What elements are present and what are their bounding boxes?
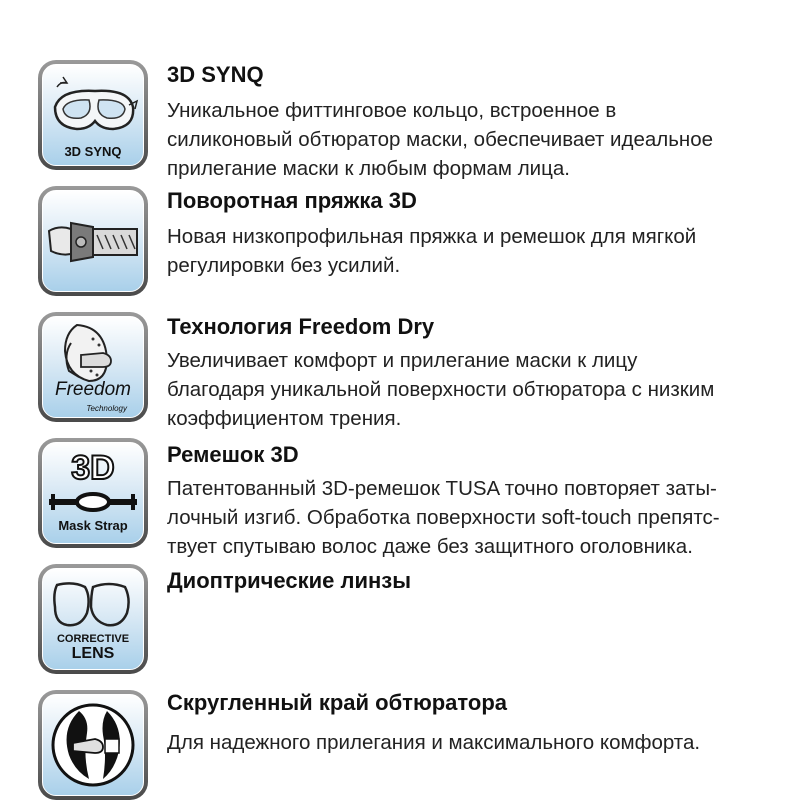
feature-description: Уникальное фиттинговое кольцо, встроенное в силиконовый обтюратор маски, обеспечивает идеальное прилегание маски к любым формам лица. xyxy=(167,99,714,180)
feature-title: 3D SYNQ xyxy=(167,62,264,87)
feature-title: Скругленный край обтюратора xyxy=(167,690,508,715)
feature-description: Патентованный 3D-ремешок TUSA точно повторяет заты- лочный изгиб. Обработка поверхности soft-touch препятс- твует спутываю волос даже без защитного оголовника. xyxy=(167,477,720,558)
feature-description: Новая низкопрофильная пряжка и ремешок для мягкой регулировки без усилий. xyxy=(167,225,697,277)
badge-label: 3D xyxy=(71,449,115,487)
feature-description: Для надежного прилегания и максимального комфорта. xyxy=(167,731,701,754)
swivel-buckle-icon xyxy=(38,186,148,296)
feature-title: Поворотная пряжка 3D xyxy=(167,188,417,213)
badge-sublabel: Mask Strap xyxy=(58,518,128,533)
feature-title: Технология Freedom Dry xyxy=(167,314,435,339)
badge-label: CORRECTIVE xyxy=(56,633,130,645)
badge-sublabel: LENS xyxy=(71,645,115,662)
freedom-technology-icon xyxy=(38,312,148,422)
mask-fitting-ring-icon xyxy=(38,60,148,170)
3d-mask-strap-icon xyxy=(38,438,148,548)
feature-title: Ремешок 3D xyxy=(167,442,299,467)
badge-label: Freedom xyxy=(54,379,132,400)
feature-description: Увеличивает комфорт и прилегание маски к лицу благодаря уникальной поверхности обтюратора с низким коэффициентом трения. xyxy=(167,349,715,430)
badge-sublabel: Technology xyxy=(86,404,127,413)
rounded-skirt-edge-icon xyxy=(38,690,148,800)
badge-label: 3D SYNQ xyxy=(64,144,122,159)
feature-title: Диоптрические линзы xyxy=(167,568,412,593)
corrective-lens-icon xyxy=(38,564,148,674)
